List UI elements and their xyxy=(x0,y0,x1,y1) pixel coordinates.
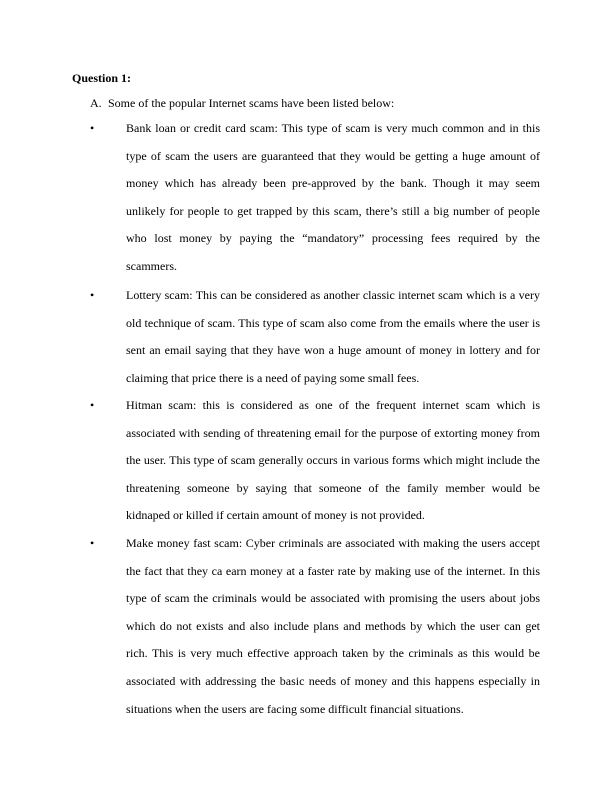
bullet-text: Bank loan or credit card scam: This type of scam is very much common and in this type of scam the users are guaranteed that they would be getting a huge amount of money which has already been pre-approved by the bank. Though it may seem unlikely for people to get trapped by this scam, there’s still a big number of people who lost money by paying the “mandatory” processing fees required by the scammers. xyxy=(126,121,540,273)
intro-line xyxy=(90,95,394,111)
bullet-icon: • xyxy=(90,398,95,412)
bullet-text: Hitman scam: this is considered as one of the frequent internet scam which is associated with sending of threatening email for the purpose of extorting money from the user. This type of scam generally occurs in various forms which might include the threatening someone by saying that someone of the family member would be kidnaped or killed if certain amount of money is not provided. xyxy=(126,398,540,523)
intro-marker: A. xyxy=(90,96,102,110)
bullet-text: Lottery scam: This can be considered as another classic internet scam which is a very old technique of scam. This type of scam also come from the emails where the user is sent an email saying that they have won a huge amount of money in lottery and for claiming that price there is a need of paying some small fees. xyxy=(126,288,540,385)
bullet-text: Make money fast scam: Cyber criminals are associated with making the users accept the fact that they ca earn money at a faster rate by making use of the internet. In this type of scam the criminals would be associated with promising the users about jobs which do not exists and also include plans and methods by which the user can get rich. This is very much effective approach taken by the criminals as this would be associated with addressing the basic needs of money and this happens especially in situations when the users are facing some difficult financial situations. xyxy=(126,536,540,716)
bullet-item-bank-loan xyxy=(90,115,540,281)
bullet-item-hitman xyxy=(90,392,540,530)
bullet-icon: • xyxy=(90,288,95,302)
bullet-icon: • xyxy=(90,121,95,135)
intro-text: Some of the popular Internet scams have been listed below: xyxy=(108,96,395,110)
bullet-item-make-money-fast xyxy=(90,530,540,723)
bullet-item-lottery xyxy=(90,282,540,392)
question-heading: Question 1: xyxy=(72,71,132,85)
bullet-icon: • xyxy=(90,536,95,550)
